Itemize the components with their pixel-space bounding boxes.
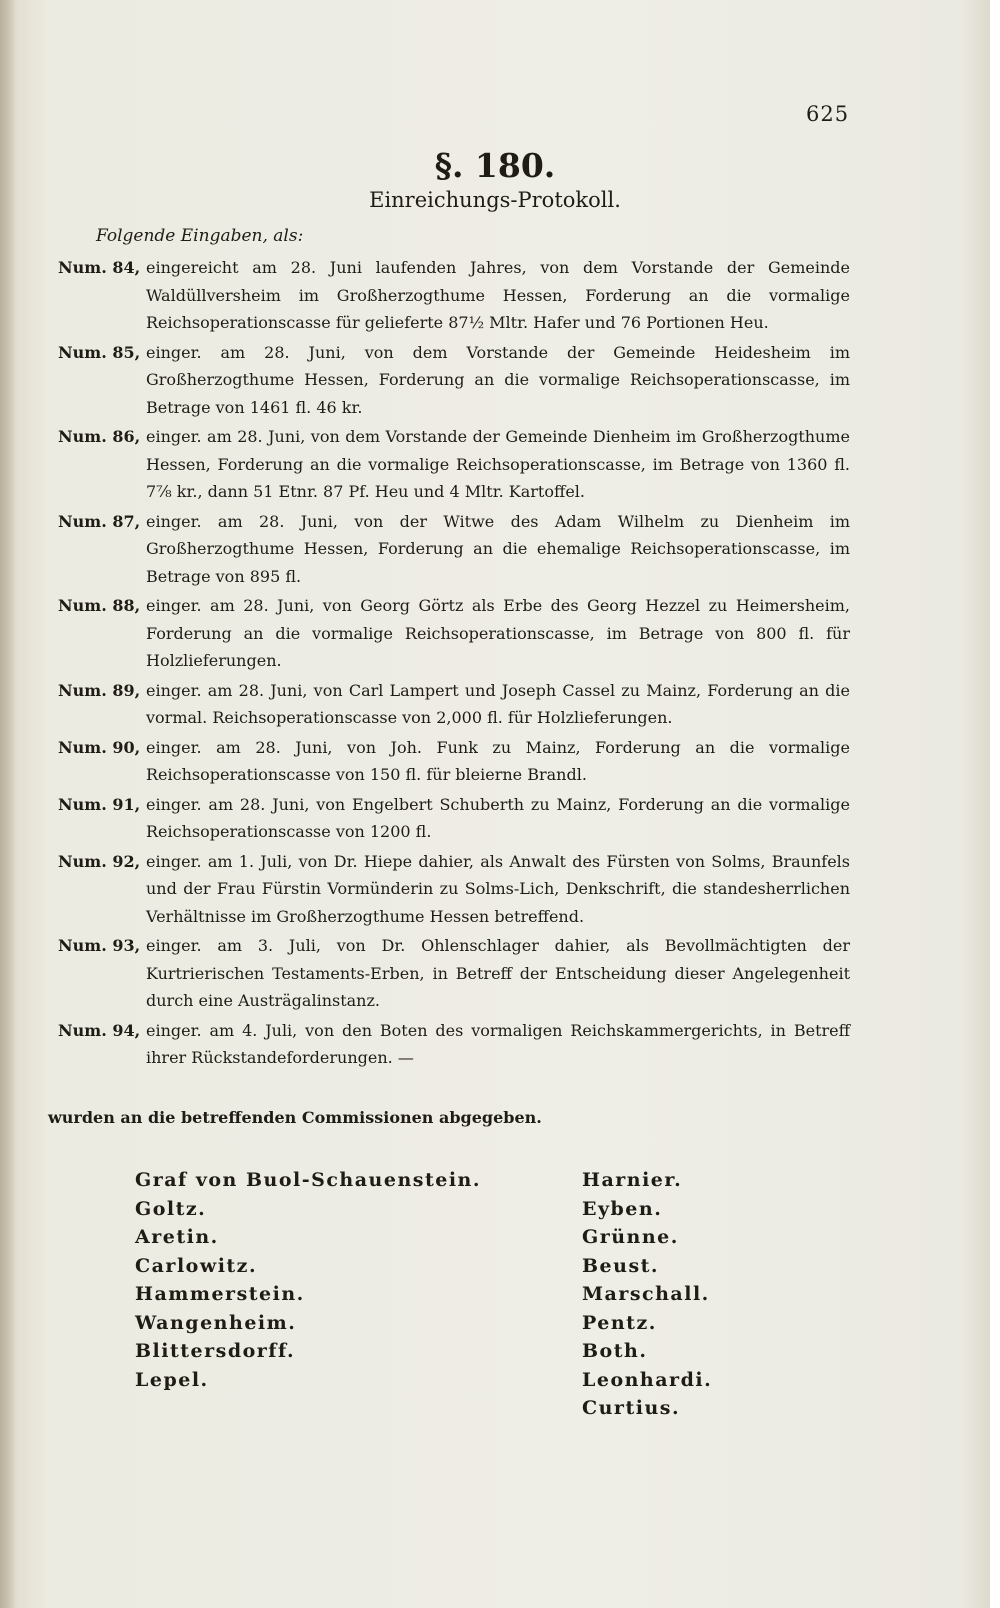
entry-text: einger. am 28. Juni, von Joh. Funk zu Mainz, Forderung an die vormalige Reichsoperationscasse von 150 fl. für bleierne Brandl.: [146, 737, 850, 784]
entry-92: [58, 848, 850, 931]
signatures-right: [582, 1166, 712, 1423]
entry-text: einger. am 3. Juli, von Dr. Ohlenschlager dahier, als Bevollmächtigten der Kurtrierischen Testaments-Erben, in Betreff der Entscheidung dieser Angelegenheit durch eine Austrägalinstanz.: [146, 936, 850, 1010]
entry-number: Num. 91,: [58, 794, 141, 814]
signature: Aretin.: [135, 1226, 219, 1248]
entry-number: Num. 86,: [58, 427, 141, 446]
signature: Beust.: [582, 1254, 660, 1277]
section-heading: §. 180.: [434, 146, 556, 185]
signature: Wangenheim.: [135, 1311, 297, 1334]
entry-text: einger. am 28. Juni, von Georg Görtz als Erbe des Georg Hezzel zu Heimersheim, Forderung an die vormalige Reichsoperationscasse, im Betrage von 800 fl. für Holzlieferungen.: [146, 596, 850, 670]
entry-84: [58, 254, 850, 337]
signature: Blittersdorff.: [135, 1340, 296, 1362]
protocol-subtitle: Einreichungs-Protokoll.: [369, 188, 621, 212]
entry-number: Num. 93,: [58, 936, 141, 955]
entry-number: Num. 90,: [58, 737, 141, 757]
signature: Lepel.: [135, 1368, 209, 1391]
entry-text: eingereicht am 28. Juni laufenden Jahres, von dem Vorstande der Gemeinde Waldüllversheim im Großherzogthume Hessen, Forderung an die vormalige Reichsoperationscasse für gelieferte 87½ Mltr. Hafer und 76 Portionen Heu.: [146, 258, 850, 332]
entry-91: [58, 791, 850, 846]
entry-number: Num. 89,: [58, 680, 141, 700]
page-edge-shadow: [0, 0, 16, 1608]
entry-86: [58, 423, 850, 506]
entry-text: einger. am 28. Juni, von dem Vorstande der Gemeinde Dienheim im Großherzogthume Hessen, Forderung an die vormalige Reichsoperationscasse, im Betrage von 1360 fl. 7⅞ kr., dann 51 Etnr. 87 Pf. Heu und 4 Mltr. Kartoffel.: [146, 427, 850, 501]
entry-number: Num. 92,: [58, 851, 141, 871]
signature: Harnier.: [582, 1169, 683, 1191]
entry-number: Num. 87,: [58, 511, 141, 531]
entry-number: Num. 94,: [58, 1020, 141, 1040]
entry-text: einger. am 4. Juli, von den Boten des vormaligen Reichskammergerichts, in Betreff ihrer Rückstandeforderungen. —: [146, 1020, 850, 1067]
signature: Eyben.: [582, 1197, 663, 1220]
signature: Hammerstein.: [135, 1283, 305, 1305]
entry-number: Num. 85,: [58, 342, 141, 362]
signature: Curtius.: [582, 1397, 681, 1419]
signature: Graf von Buol-Schauenstein.: [135, 1169, 481, 1191]
signature: Leonhardi.: [582, 1368, 713, 1391]
entry-94: [58, 1017, 850, 1072]
entry-87: [58, 508, 850, 591]
entry-list: [58, 254, 850, 1074]
signature: Pentz.: [582, 1311, 657, 1334]
signature: Goltz.: [135, 1197, 207, 1220]
entry-88: [58, 592, 850, 675]
entry-text: einger. am 1. Juli, von Dr. Hiepe dahier, als Anwalt des Fürsten von Solms, Braunfels und der Frau Fürstin Vormünderin zu Solms-Lich, Denkschrift, die standesherrlichen Verhältnisse im Großherzogthume Hessen betreffend.: [146, 851, 850, 926]
entry-text: einger. am 28. Juni, von Carl Lampert und Joseph Cassel zu Mainz, Forderung an die vormal. Reichsoperationscasse von 2,000 fl. für Holzlieferungen.: [146, 680, 850, 727]
signature: Both.: [582, 1340, 648, 1362]
entry-text: einger. am 28. Juni, von dem Vorstande der Gemeinde Heidesheim im Großherzogthume Hessen, Forderung an die vormalige Reichsoperationscasse, im Betrage von 1461 fl. 46 kr.: [146, 342, 850, 417]
intro-line: Folgende Eingaben, als:: [96, 226, 304, 246]
entry-text: einger. am 28. Juni, von Engelbert Schuberth zu Mainz, Forderung an die vormalige Reichsoperationscasse von 1200 fl.: [146, 794, 850, 841]
signature: Grünne.: [582, 1226, 679, 1248]
entry-text: einger. am 28. Juni, von der Witwe des Adam Wilhelm zu Dienheim im Großherzogthume Hessen, Forderung an die ehemalige Reichsoperationscasse, im Betrage von 895 fl.: [146, 511, 850, 586]
entry-85: [58, 339, 850, 422]
entry-number: Num. 84,: [58, 258, 141, 277]
entry-90: [58, 734, 850, 789]
page-number: 625: [806, 102, 850, 126]
signature: Marschall.: [582, 1283, 710, 1305]
signatures-left: [135, 1166, 481, 1394]
entry-89: [58, 677, 850, 732]
entry-93: [58, 932, 850, 1015]
closing-line: wurden an die betreffenden Commissionen abgegeben.: [48, 1108, 542, 1127]
signature: Carlowitz.: [135, 1254, 258, 1277]
entry-number: Num. 88,: [58, 596, 141, 615]
